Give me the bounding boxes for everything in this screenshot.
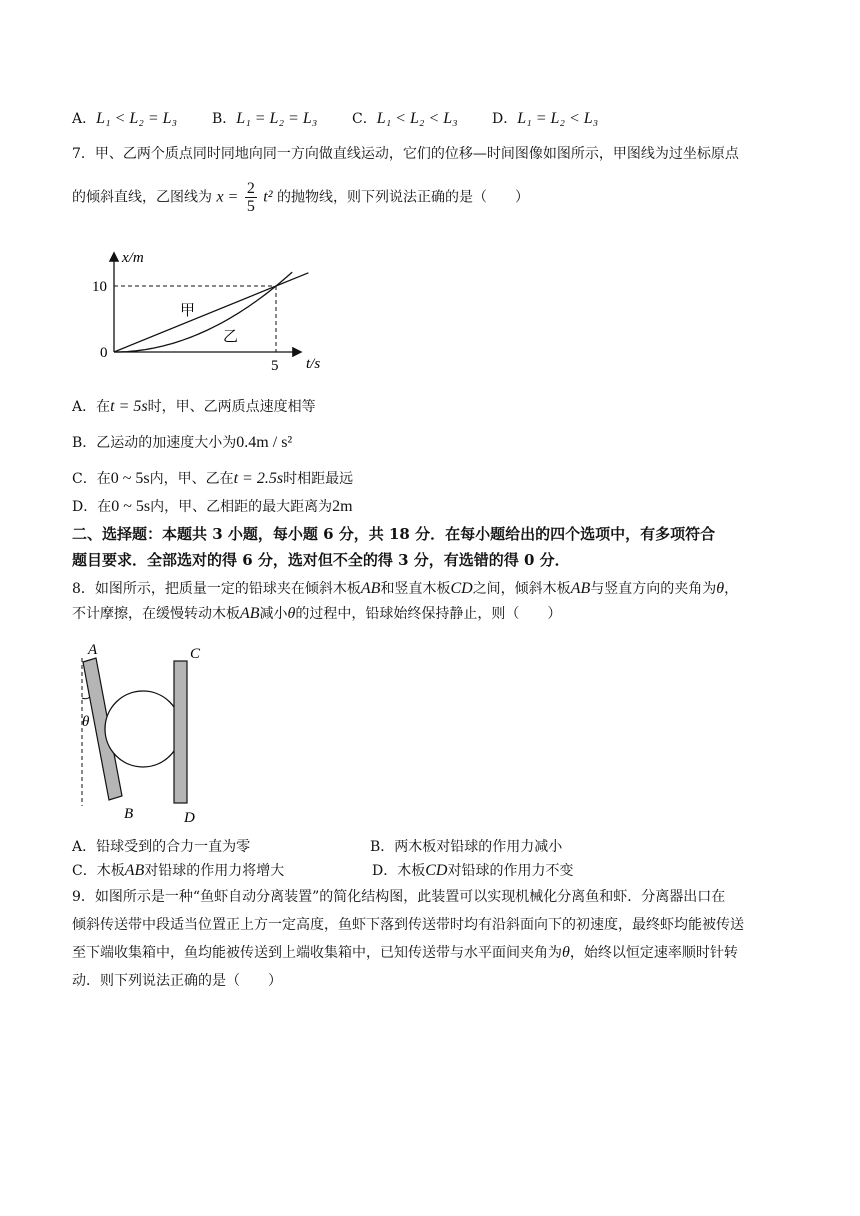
label-b: B bbox=[124, 806, 134, 822]
section2-heading-line2: 题目要求．全部选对的得 6 分，选对但不全的得 3 分，有选错的得 0 分． bbox=[72, 551, 570, 569]
lead-ball bbox=[105, 691, 181, 767]
q8-stem-line2: 不计摩擦，在缓慢转动木板AB减小θ的过程中，铅球始终保持静止，则（ ） bbox=[72, 605, 562, 622]
q6-option-d: D．L₁ = L₂ < L₃ bbox=[492, 110, 599, 127]
q7-fraction: $\frac{2}{5}$ bbox=[246, 180, 255, 215]
x-tick-5: 5 bbox=[271, 358, 279, 374]
q8-option-d: D．木板CD对铅球的作用力不变 bbox=[372, 862, 574, 879]
q7-stem-line1: 7．甲、乙两个质点同时同地向同一方向做直线运动，它们的位移—时间图像如图所示，甲图线为过坐标原点 bbox=[72, 146, 739, 162]
q8-option-a: A．铅球受到的合力一直为零 bbox=[72, 839, 251, 855]
q7-option-a: A．在t = 5s时，甲、乙两质点速度相等 bbox=[72, 398, 316, 415]
label-theta: θ bbox=[82, 714, 90, 730]
theta-arc bbox=[82, 697, 90, 699]
origin-label: 0 bbox=[100, 345, 108, 361]
q6-option-b: B．L₁ = L₂ = L₃ bbox=[212, 110, 318, 127]
q7-option-c: C．在0 ~ 5s内，甲、乙在t = 2.5s时相距最远 bbox=[72, 470, 354, 487]
q9-stem-line3: 至下端收集箱中，鱼均能被传送到上端收集箱中，已知传送带与水平面间夹角为θ，始终以恒定速率顺时针转 bbox=[72, 944, 738, 961]
q8-option-c: C．木板AB对铅球的作用力将增大 bbox=[72, 862, 285, 879]
q8-stem-line1: 8．如图所示，把质量一定的铅球夹在倾斜木板AB和竖直木板CD之间，倾斜木板AB与竖直方向的夹角为θ， bbox=[72, 580, 739, 597]
series-jia-line bbox=[114, 273, 308, 352]
board-cd bbox=[174, 661, 187, 803]
section2-heading-line1: 二、选择题：本题共 3 小题，每小题 6 分，共 18 分．在每小题给出的四个选项中，有多项符合 bbox=[72, 525, 716, 543]
q6-option-c: C．L₁ < L₂ < L₃ bbox=[352, 110, 458, 127]
q8-board-ball-figure bbox=[76, 640, 210, 826]
q8-option-b: B．两木板对铅球的作用力减小 bbox=[370, 839, 563, 855]
label-d: D bbox=[184, 810, 195, 826]
q7-xt-graph bbox=[88, 244, 338, 380]
label-jia: 甲 bbox=[180, 303, 196, 319]
label-yi: 乙 bbox=[223, 329, 239, 345]
q7-stem-line2: 的倾斜直线，乙图线为 x = $\frac{2}{5}$ t² 的抛物线，则下列说法正确的是（ ） bbox=[72, 180, 529, 215]
q7-option-b: B．乙运动的加速度大小为0.4m / s² bbox=[72, 434, 293, 451]
label-a: A bbox=[88, 642, 98, 658]
y-axis-label: x/m bbox=[122, 250, 144, 266]
label-c: C bbox=[190, 646, 201, 662]
series-yi-curve bbox=[114, 272, 292, 352]
q9-stem-line2: 倾斜传送带中段适当位置正上方一定高度，鱼虾下落到传送带时均有沿斜面向下的初速度，最终虾均能被传送 bbox=[72, 917, 744, 933]
q6-option-a: A．L₁ < L₂ = L₃ bbox=[72, 110, 178, 127]
x-axis-label: t/s bbox=[306, 356, 321, 372]
q9-stem-line4: 动．则下列说法正确的是（ ） bbox=[72, 973, 282, 989]
q7-option-d: D．在0 ~ 5s内，甲、乙相距的最大距离为2m bbox=[72, 498, 353, 515]
q9-stem-line1: 9．如图所示是一种“鱼虾自动分离装置”的简化结构图，此装置可以实现机械化分离鱼和虾．分离器出口在 bbox=[72, 889, 726, 905]
y-tick-10: 10 bbox=[92, 279, 107, 295]
